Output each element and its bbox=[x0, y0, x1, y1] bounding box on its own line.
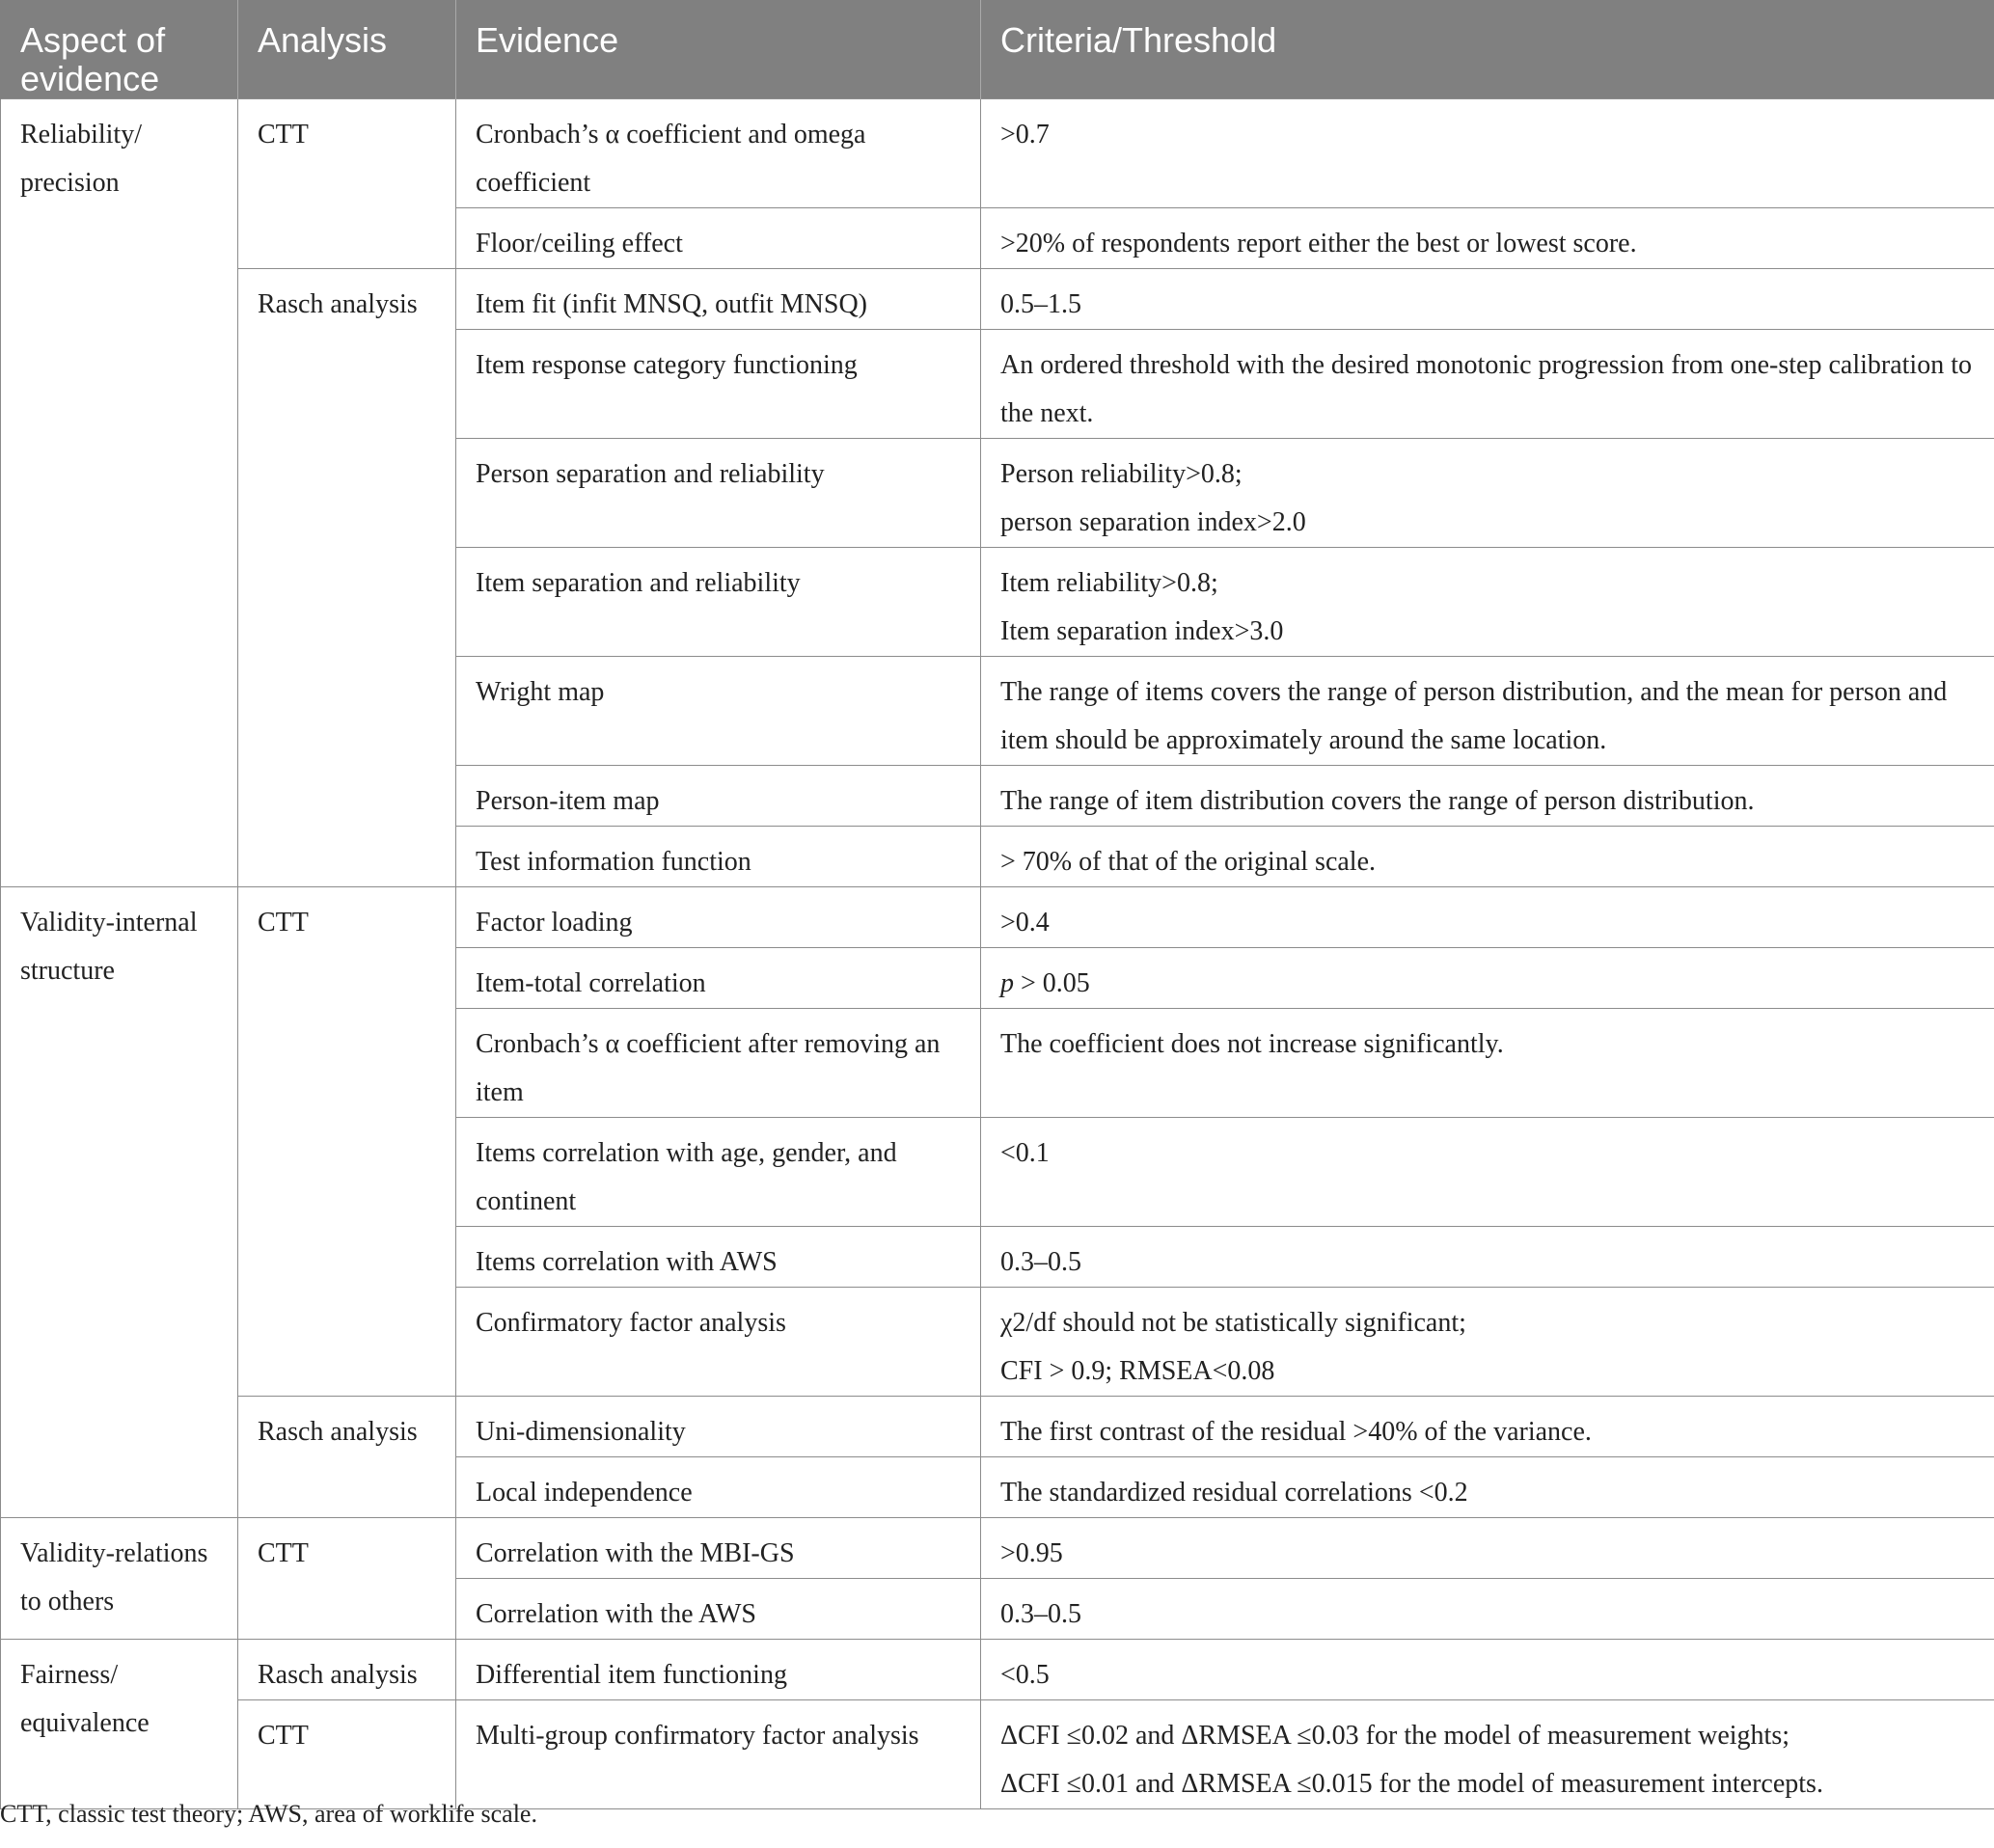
table-footnote: CTT, classic test theory; AWS, area of worklife scale. bbox=[0, 1800, 537, 1828]
criteria-cell: <0.5 bbox=[981, 1640, 1994, 1700]
criteria-line: ΔCFI ≤0.01 and ΔRMSEA ≤0.015 for the model of measurement intercepts. bbox=[1000, 1769, 1823, 1799]
criteria-cell bbox=[981, 948, 1994, 1009]
criteria-line: CFI > 0.9; RMSEA<0.08 bbox=[1000, 1356, 1275, 1386]
evidence-cell: Items correlation with age, gender, and continent bbox=[456, 1118, 981, 1227]
header-criteria: Criteria/Threshold bbox=[981, 0, 1994, 99]
criteria-cell: <0.1 bbox=[981, 1118, 1994, 1227]
evidence-cell: Correlation with the MBI-GS bbox=[456, 1518, 981, 1579]
criteria-line: χ2/df should not be statistically significant; bbox=[1000, 1308, 1466, 1338]
analysis-ctt: CTT bbox=[238, 887, 456, 1397]
criteria-cell: 0.3–0.5 bbox=[981, 1227, 1994, 1288]
evidence-cell: Wright map bbox=[456, 657, 981, 766]
evidence-cell: Multi-group confirmatory factor analysis bbox=[456, 1700, 981, 1809]
criteria-line: Item separation index>3.0 bbox=[1000, 616, 1284, 646]
evidence-cell: Confirmatory factor analysis bbox=[456, 1288, 981, 1397]
evidence-cell: Cronbach’s α coefficient and omega coefficient bbox=[456, 99, 981, 208]
evidence-cell: Item fit (infit MNSQ, outfit MNSQ) bbox=[456, 269, 981, 330]
table-row bbox=[1, 269, 1994, 330]
evidence-cell: Person separation and reliability bbox=[456, 439, 981, 548]
evidence-cell: Item separation and reliability bbox=[456, 548, 981, 657]
analysis-ctt: CTT bbox=[238, 1518, 456, 1640]
criteria-cell: The range of items covers the range of person distribution, and the mean for person and item should be approximately around the same location. bbox=[981, 657, 1994, 766]
evidence-cell: Items correlation with AWS bbox=[456, 1227, 981, 1288]
evidence-cell: Item response category functioning bbox=[456, 330, 981, 439]
table-row bbox=[1, 1397, 1994, 1457]
criteria-cell: >20% of respondents report either the best or lowest score. bbox=[981, 208, 1994, 269]
criteria-cell bbox=[981, 1700, 1994, 1809]
criteria-cell bbox=[981, 1288, 1994, 1397]
header-aspect: Aspect of evidence bbox=[1, 0, 238, 99]
aspect-internal-structure: Validity-internal structure bbox=[1, 887, 238, 1518]
evidence-cell: Factor loading bbox=[456, 887, 981, 948]
header-analysis: Analysis bbox=[238, 0, 456, 99]
table-row bbox=[1, 1518, 1994, 1579]
criteria-cell: >0.4 bbox=[981, 887, 1994, 948]
criteria-cell: > 70% of that of the original scale. bbox=[981, 827, 1994, 887]
header-row bbox=[1, 0, 1994, 99]
criteria-cell bbox=[981, 439, 1994, 548]
criteria-cell bbox=[981, 548, 1994, 657]
criteria-text: > 0.05 bbox=[1014, 968, 1090, 998]
evidence-cell: Uni-dimensionality bbox=[456, 1397, 981, 1457]
criteria-cell: The first contrast of the residual >40% of the variance. bbox=[981, 1397, 1994, 1457]
p-symbol: p bbox=[1000, 968, 1014, 998]
criteria-line: person separation index>2.0 bbox=[1000, 507, 1306, 537]
criteria-cell: >0.95 bbox=[981, 1518, 1994, 1579]
criteria-cell: An ordered threshold with the desired monotonic progression from one-step calibration to the next. bbox=[981, 330, 1994, 439]
table-row bbox=[1, 99, 1994, 208]
table-row bbox=[1, 887, 1994, 948]
criteria-line: Person reliability>0.8; bbox=[1000, 459, 1243, 489]
criteria-cell: 0.5–1.5 bbox=[981, 269, 1994, 330]
aspect-relations: Validity-relations to others bbox=[1, 1518, 238, 1640]
table-row bbox=[1, 1640, 1994, 1700]
criteria-cell: The coefficient does not increase significantly. bbox=[981, 1009, 1994, 1118]
criteria-cell: >0.7 bbox=[981, 99, 1994, 208]
evidence-cell: Correlation with the AWS bbox=[456, 1579, 981, 1640]
aspect-fairness: Fairness/ equivalence bbox=[1, 1640, 238, 1809]
criteria-cell: 0.3–0.5 bbox=[981, 1579, 1994, 1640]
evidence-cell: Differential item functioning bbox=[456, 1640, 981, 1700]
table-row bbox=[1, 1700, 1994, 1809]
evidence-cell: Test information function bbox=[456, 827, 981, 887]
analysis-rasch: Rasch analysis bbox=[238, 269, 456, 887]
analysis-ctt: CTT bbox=[238, 1700, 456, 1809]
evidence-cell: Floor/ceiling effect bbox=[456, 208, 981, 269]
analysis-ctt: CTT bbox=[238, 99, 456, 269]
evidence-cell: Cronbach’s α coefficient after removing an item bbox=[456, 1009, 981, 1118]
evidence-cell: Item-total correlation bbox=[456, 948, 981, 1009]
aspect-reliability: Reliability/ precision bbox=[1, 99, 238, 887]
evidence-cell: Local independence bbox=[456, 1457, 981, 1518]
criteria-line: ΔCFI ≤0.02 and ΔRMSEA ≤0.03 for the model of measurement weights; bbox=[1000, 1721, 1789, 1751]
criteria-cell: The range of item distribution covers the range of person distribution. bbox=[981, 766, 1994, 827]
criteria-cell: The standardized residual correlations <0.2 bbox=[981, 1457, 1994, 1518]
criteria-line: Item reliability>0.8; bbox=[1000, 568, 1218, 598]
evidence-cell: Person-item map bbox=[456, 766, 981, 827]
analysis-rasch: Rasch analysis bbox=[238, 1640, 456, 1700]
analysis-rasch: Rasch analysis bbox=[238, 1397, 456, 1518]
header-evidence: Evidence bbox=[456, 0, 981, 99]
